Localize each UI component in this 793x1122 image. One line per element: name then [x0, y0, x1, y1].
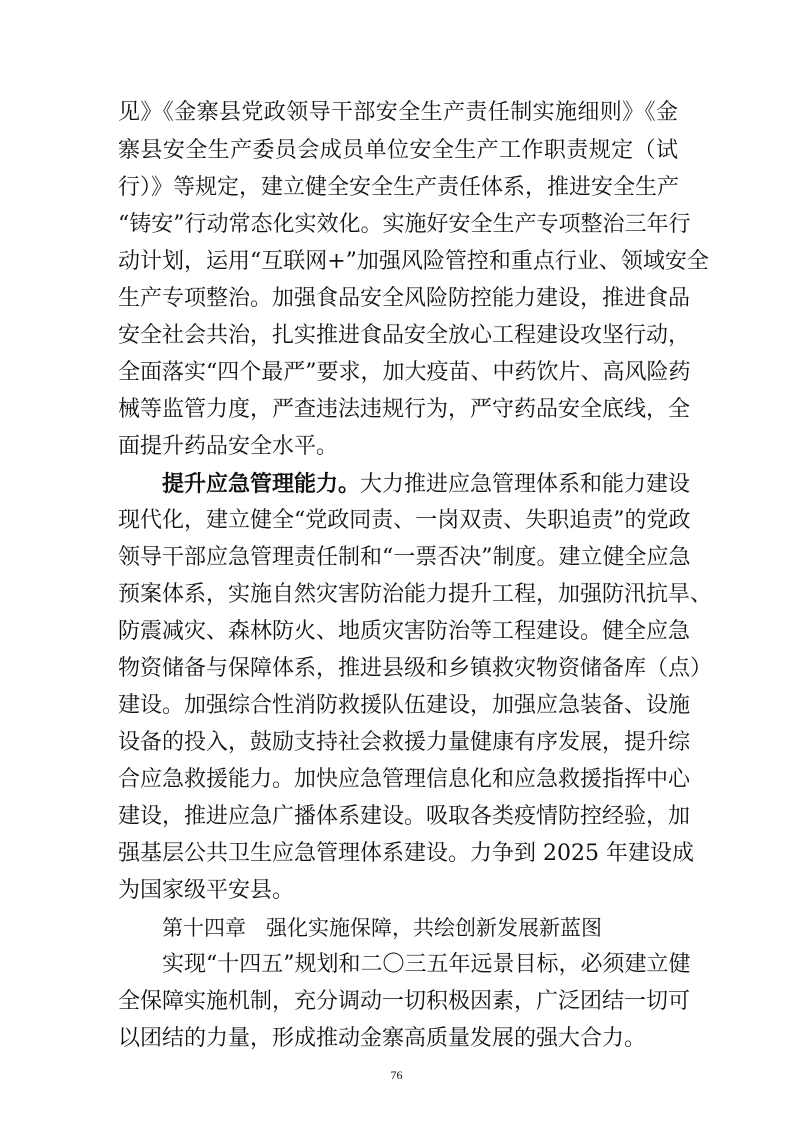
paragraph-3-line-2: 全保障实施机制，充分调动一切积极因素，广泛团结一切可	[118, 989, 691, 1014]
paragraph-1-line-5: 动计划，运用“互联网+”加强风险管控和重点行业、领域安全	[118, 249, 709, 274]
chapter-title: 强化实施保障，共绘创新发展新蓝图	[266, 916, 602, 940]
paragraph-2-line-8: 设备的投入，鼓励支持社会救援力量健康有序发展，提升综	[118, 730, 691, 755]
paragraph-2-line-1	[162, 471, 691, 497]
chapter-heading	[162, 915, 682, 941]
paragraph-2-line-11: 强基层公共卫生应急管理体系建设。力争到 2025 年建设成	[118, 841, 694, 866]
chapter-number: 第十四章	[162, 916, 246, 940]
paragraph-1-line-1: 见》《金寨县党政领导干部安全生产责任制实施细则》《金	[118, 100, 678, 125]
paragraph-2-line-9: 合应急救援能力。加快应急管理信息化和应急救援指挥中心	[118, 767, 691, 792]
paragraph-3-line-3: 以团结的力量，形成推动金寨高质量发展的强大合力。	[118, 1026, 647, 1051]
paragraph-2-line-12: 为国家级平安县。	[118, 878, 295, 903]
paragraph-2-line-10: 建设，推进应急广播体系建设。吸取各类疫情防控经验，加	[118, 804, 691, 829]
paragraph-2-first-text: 大力推进应急管理体系和能力建设	[360, 472, 691, 497]
paragraph-2-line-5: 防震减灾、森林防火、地质灾害防治等工程建设。健全应急	[118, 619, 691, 644]
paragraph-2-line-2: 现代化，建立健全“党政同责、一岗双责、失职追责”的党政	[118, 508, 691, 533]
page-number: 76	[390, 1068, 403, 1082]
paragraph-1-line-9: 械等监管力度，严查违法违规行为，严守药品安全底线，全	[118, 397, 691, 422]
paragraph-1-line-4: “铸安”行动常态化实效化。实施好安全生产专项整治三年行	[118, 212, 691, 237]
paragraph-2-line-7: 建设。加强综合性消防救援队伍建设，加强应急装备、设施	[118, 693, 691, 718]
paragraph-2-line-6: 物资储备与保障体系，推进县级和乡镇救灾物资储备库（点）	[118, 656, 713, 681]
paragraph-1-line-7: 安全社会共治，扎实推进食品安全放心工程建设攻坚行动，	[118, 323, 691, 348]
paragraph-1-line-3: 行）》等规定，建立健全安全生产责任体系，推进安全生产	[118, 175, 680, 200]
paragraph-3-line-1: 实现“十四五”规划和二〇三五年远景目标，必须建立健	[162, 952, 691, 977]
paragraph-1-line-8: 全面落实“四个最严”要求，加大疫苗、中药饮片、高风险药	[118, 360, 691, 385]
paragraph-1-line-6: 生产专项整治。加强食品安全风险防控能力建设，推进食品	[118, 286, 691, 311]
paragraph-2-line-4: 预案体系，实施自然灾害防治能力提升工程，加强防汛抗旱、	[118, 582, 713, 607]
paragraph-1-line-2: 寨县安全生产委员会成员单位安全生产工作职责规定（试	[118, 138, 678, 163]
paragraph-2-lead-heading: 提升应急管理能力。	[162, 471, 361, 497]
paragraph-2-line-3: 领导干部应急管理责任制和“一票否决”制度。建立健全应急	[118, 545, 691, 570]
paragraph-1-line-10: 面提升药品安全水平。	[118, 434, 339, 459]
